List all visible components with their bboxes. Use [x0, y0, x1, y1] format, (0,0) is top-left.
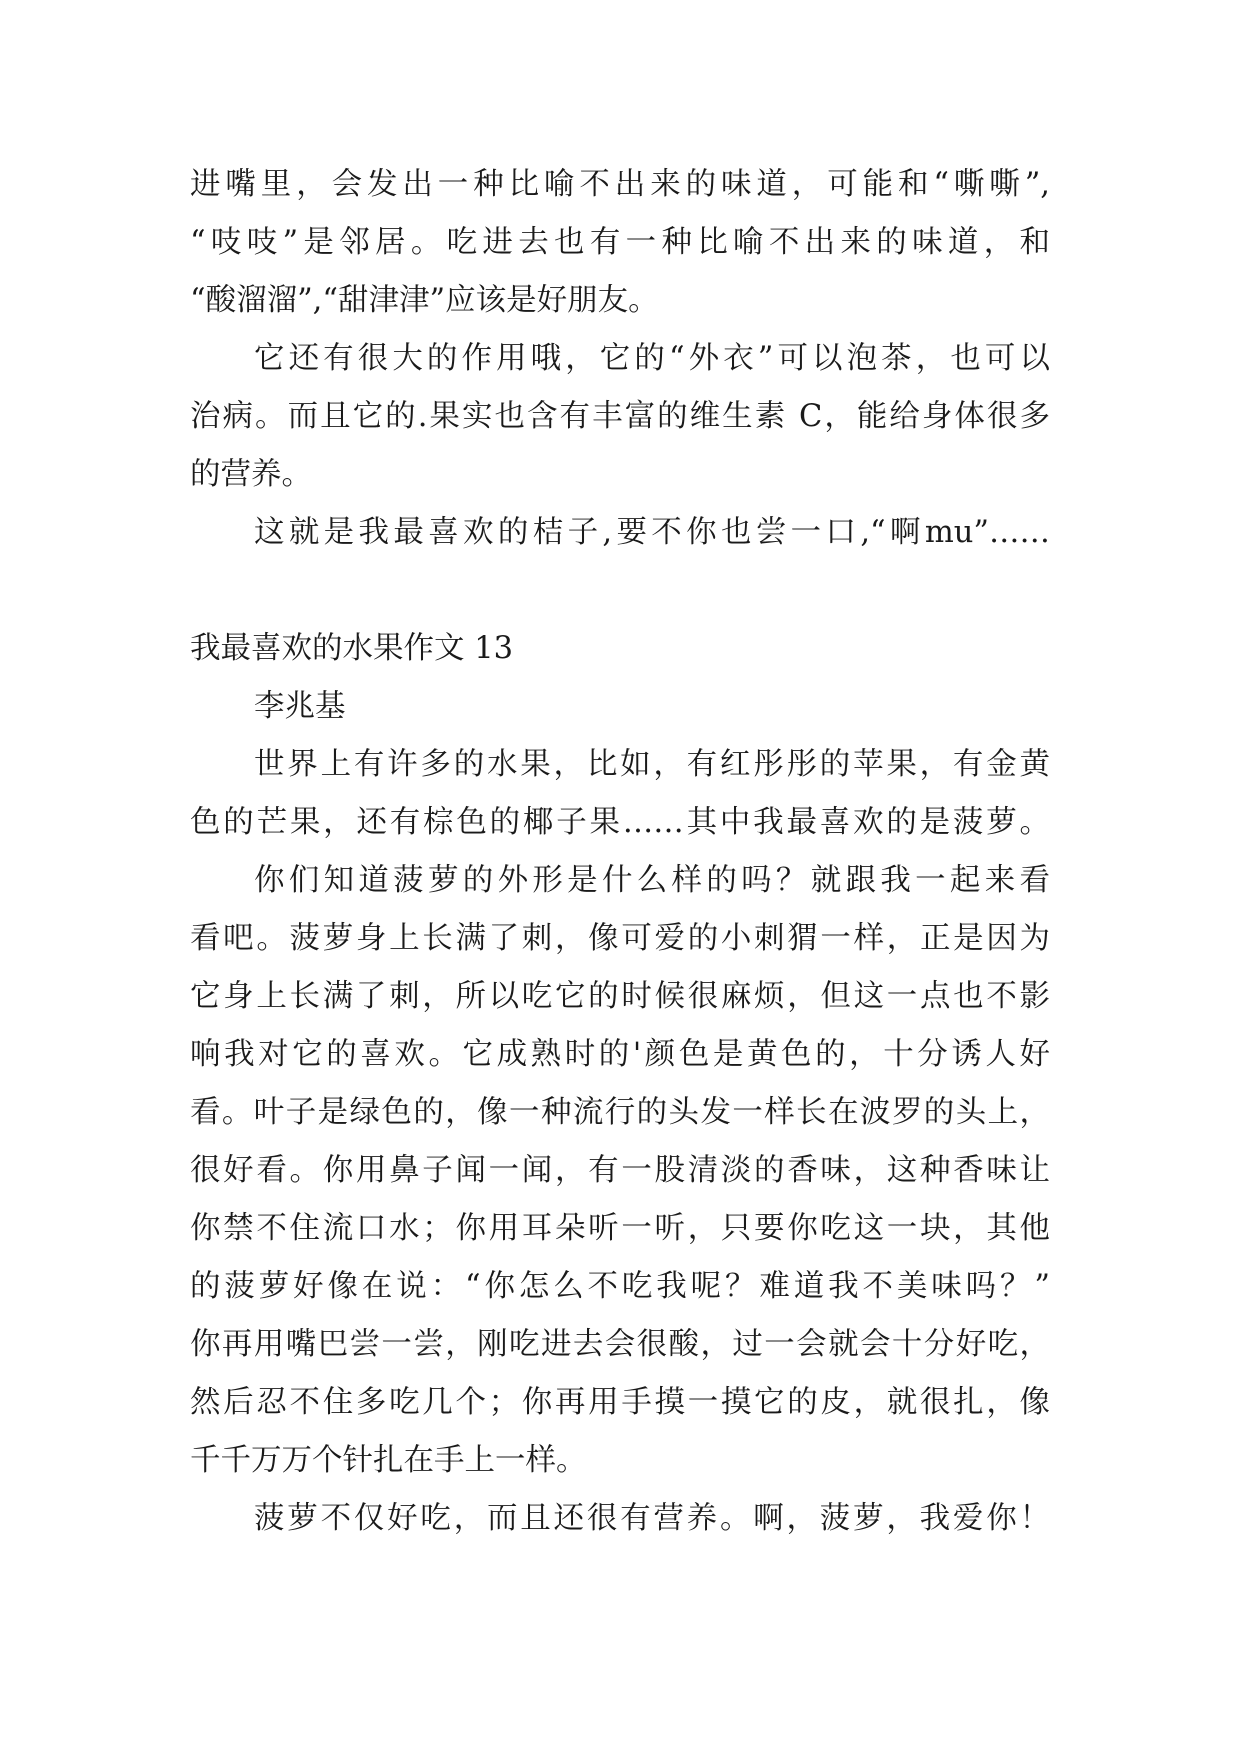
paragraph-line: 看。叶子是绿色的，像一种流行的头发一样长在波罗的头上， — [190, 1095, 1050, 1130]
paragraph-line: 世界上有许多的水果，比如，有红彤彤的苹果，有金黄 — [254, 747, 1050, 782]
author-name: 李兆基 — [254, 689, 346, 724]
paragraph-line: “吱吱”是邻居。吃进去也有一种比喻不出来的味道，和 — [190, 225, 1050, 260]
paragraph-line: 菠萝不仅好吃，而且还很有营养。啊，菠萝，我爱你！ — [254, 1501, 1050, 1536]
paragraph-line: 响我对它的喜欢。它成熟时的'颜色是黄色的，十分诱人好 — [190, 1037, 1050, 1072]
essay-title: 我最喜欢的水果作文 13 — [190, 631, 514, 666]
paragraph-line: 看吧。菠萝身上长满了刺，像可爱的小刺猬一样，正是因为 — [190, 921, 1050, 956]
paragraph-line: 的营养。 — [190, 457, 312, 492]
paragraph-line: 这就是我最喜欢的桔子,要不你也尝一口,“啊mu”…… — [254, 515, 1050, 550]
paragraph-line: “酸溜溜”,“甜津津”应该是好朋友。 — [190, 283, 659, 318]
paragraph-line: 它还有很大的作用哦，它的“外衣”可以泡茶，也可以 — [254, 341, 1050, 376]
paragraph-line: 进嘴里，会发出一种比喻不出来的味道，可能和“嘶嘶”, — [190, 167, 1050, 202]
paragraph-line: 你们知道菠萝的外形是什么样的吗？就跟我一起来看 — [254, 863, 1050, 898]
paragraph-line: 色的芒果，还有棕色的椰子果……其中我最喜欢的是菠萝。 — [190, 805, 1050, 840]
paragraph-line: 它身上长满了刺，所以吃它的时候很麻烦，但这一点也不影 — [190, 979, 1050, 1014]
paragraph-line: 你禁不住流口水；你用耳朵听一听，只要你吃这一块，其他 — [190, 1211, 1050, 1246]
paragraph-line: 然后忍不住多吃几个；你再用手摸一摸它的皮，就很扎，像 — [190, 1385, 1050, 1420]
paragraph-line: 千千万万个针扎在手上一样。 — [190, 1443, 587, 1478]
paragraph-line: 你再用嘴巴尝一尝，刚吃进去会很酸，过一会就会十分好吃， — [190, 1327, 1050, 1362]
paragraph-line: 治病。而且它的.果实也含有丰富的维生素 C，能给身体很多 — [190, 399, 1050, 434]
paragraph-line: 的菠萝好像在说：“你怎么不吃我呢？难道我不美味吗？” — [190, 1269, 1050, 1304]
paragraph-line: 很好看。你用鼻子闻一闻，有一股清淡的香味，这种香味让 — [190, 1153, 1050, 1188]
